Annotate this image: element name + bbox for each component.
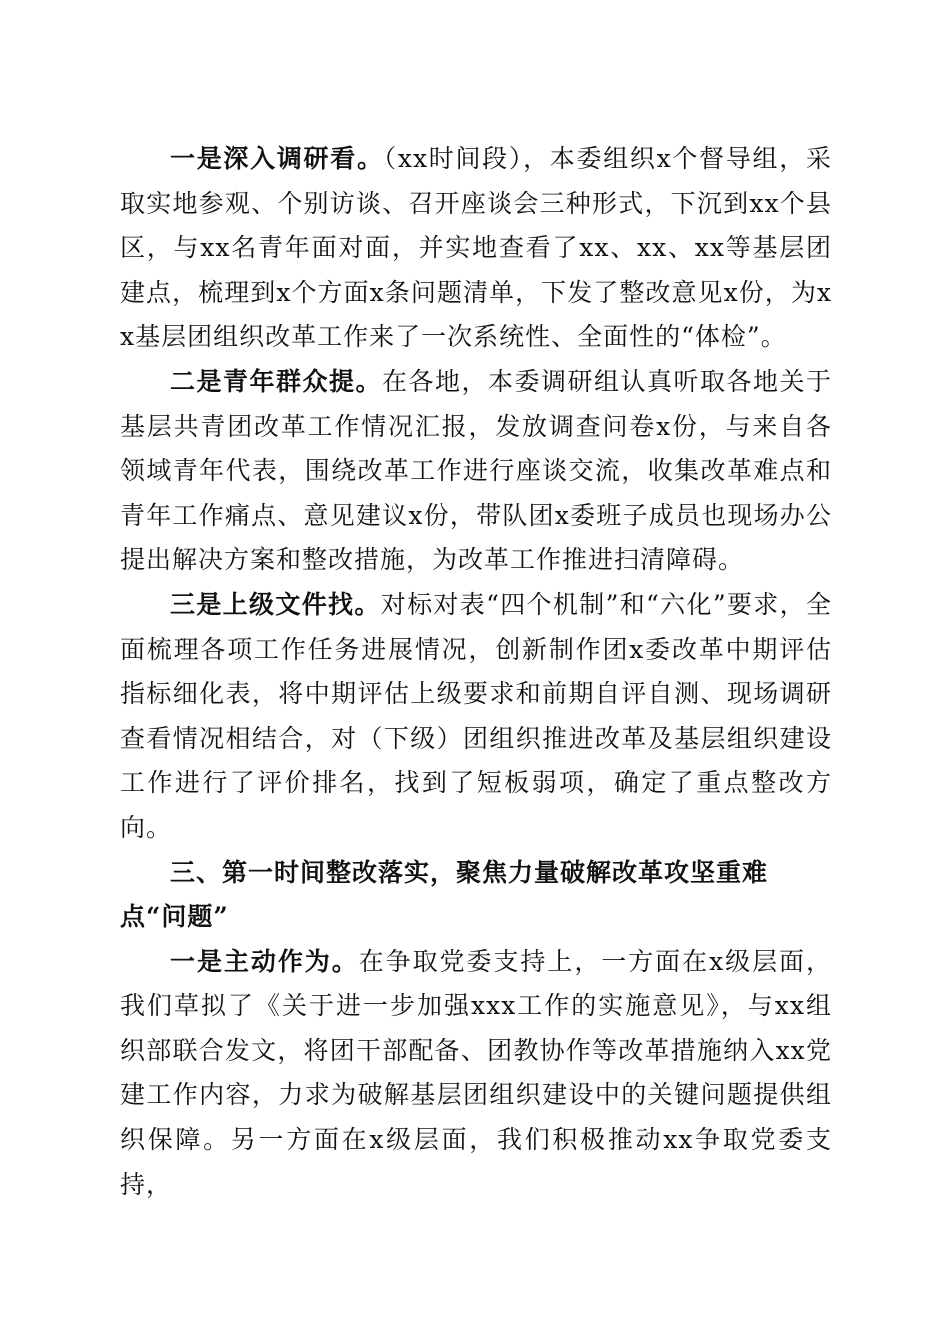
paragraph-body: 在各地，本委调研组认真听取各地关于基层共青团改革工作情况汇报，发放调查问卷x份，与来自各领域青年代表，围绕改革工作进行座谈交流，收集改革难点和青年工作痛点、意见建议x份，带队团x委班子成员也现场办公提出解决方案和整改措施，为改革工作推进扫清障碍。	[120, 366, 832, 575]
paragraph-proactive-action	[120, 940, 832, 1208]
paragraph-body: （xx时间段），本委组织x个督导组，采取实地参观、个别访谈、召开座谈会三种形式，下沉到xx个县区，与xx名青年面对面，并实地查看了xx、xx、xx等基层团建点，梳理到x个方面x条问题清单，下发了整改意见x份，为xx基层团组织改革工作来了一次系统性、全面性的“体检”。	[120, 144, 832, 352]
paragraph-lead: 一是深入调研看。	[170, 144, 384, 173]
section-heading: 三、第一时间整改落实，聚焦力量破解改革攻坚重难点“问题”	[120, 857, 769, 932]
paragraph-superior-documents	[120, 583, 832, 851]
document-page	[120, 137, 832, 1207]
paragraph-in-depth-research	[120, 137, 832, 360]
paragraph-body: 对标对表“四个机制”和“六化”要求，全面梳理各项工作任务进展情况，创新制作团x委改革中期评估指标细化表，将中期评估上级要求和前期自评自测、现场调研查看情况相结合，对（下级）团组织推进改革及基层组织建设工作进行了评价排名，找到了短板弱项，确定了重点整改方向。	[120, 589, 832, 842]
paragraph-lead: 一是主动作为。	[170, 946, 359, 976]
paragraph-lead: 二是青年群众提。	[170, 366, 382, 396]
paragraph-body: 在争取党委支持上，一方面在x级层面，我们草拟了《关于进一步加强xxx工作的实施意见》，与xx组织部联合发文，将团干部配备、团教协作等改革措施纳入xx党建工作内容，力求为破解基层团组织建设中的关键问题提供组织保障。另一方面在x级层面，我们积极推动xx争取党委支持，	[120, 946, 832, 1199]
paragraph-youth-feedback	[120, 360, 832, 583]
paragraph-lead: 三是上级文件找。	[170, 589, 381, 619]
